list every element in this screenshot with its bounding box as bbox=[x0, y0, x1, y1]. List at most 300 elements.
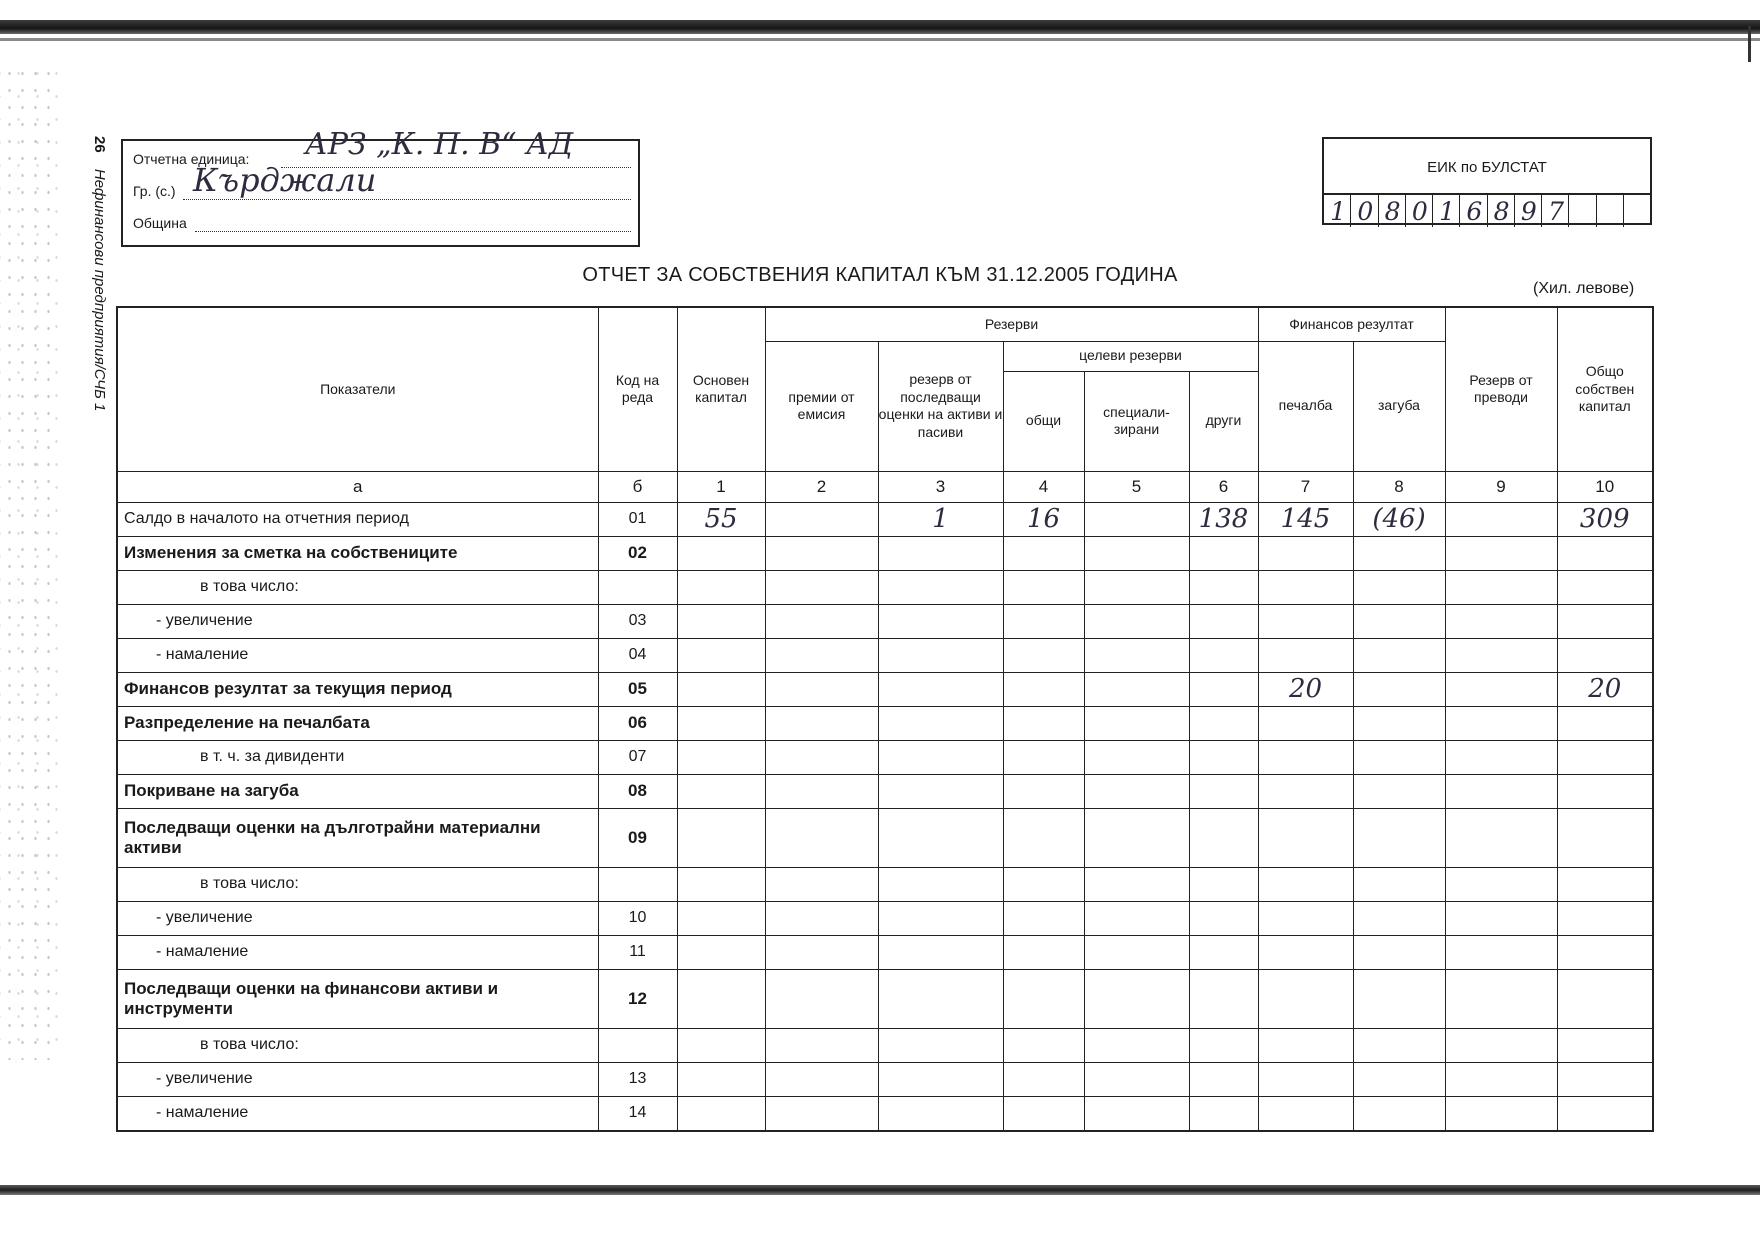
header-total-equity: Общо собствен капитал bbox=[1557, 307, 1653, 471]
value-cell bbox=[677, 1028, 765, 1062]
handwritten-value: 138 bbox=[1198, 504, 1249, 534]
equity-table bbox=[116, 306, 1654, 1132]
value-cell bbox=[1258, 638, 1353, 672]
value-cell bbox=[1557, 638, 1653, 672]
value-cell bbox=[1258, 969, 1353, 1028]
value-cell bbox=[1189, 638, 1258, 672]
value-cell bbox=[1003, 808, 1084, 867]
value-cell bbox=[878, 536, 1003, 570]
value-cell bbox=[1003, 867, 1084, 901]
value-cell bbox=[677, 774, 765, 808]
value-cell bbox=[1258, 901, 1353, 935]
value-cell bbox=[1557, 502, 1653, 536]
value-cell bbox=[1003, 969, 1084, 1028]
column-number: 8 bbox=[1353, 471, 1445, 502]
eik-cell bbox=[1433, 195, 1460, 227]
header-loss: загуба bbox=[1353, 341, 1445, 471]
value-cell bbox=[1353, 672, 1445, 706]
entity-municipality-label: Община bbox=[133, 215, 187, 231]
value-cell bbox=[1003, 604, 1084, 638]
value-cell bbox=[765, 604, 878, 638]
column-number: а bbox=[117, 471, 598, 502]
value-cell bbox=[765, 672, 878, 706]
value-cell bbox=[1353, 1028, 1445, 1062]
table-row bbox=[117, 1062, 1653, 1096]
row-label: в това число: bbox=[117, 570, 598, 604]
eik-cell bbox=[1406, 195, 1433, 227]
column-number: 9 bbox=[1445, 471, 1557, 502]
header-profit: печалба bbox=[1258, 341, 1353, 471]
value-cell bbox=[1258, 774, 1353, 808]
equity-table-wrap bbox=[116, 306, 1652, 1132]
value-cell bbox=[1258, 935, 1353, 969]
value-cell bbox=[1084, 672, 1189, 706]
entity-city-row bbox=[133, 183, 176, 199]
entity-city-dots bbox=[183, 199, 631, 200]
value-cell bbox=[1353, 570, 1445, 604]
value-cell bbox=[677, 570, 765, 604]
value-cell bbox=[878, 672, 1003, 706]
value-cell bbox=[1557, 1096, 1653, 1131]
table-row bbox=[117, 969, 1653, 1028]
row-code bbox=[598, 1028, 677, 1062]
value-cell bbox=[1445, 774, 1557, 808]
value-cell bbox=[1003, 672, 1084, 706]
row-code: 06 bbox=[598, 706, 677, 740]
value-cell bbox=[1084, 1028, 1189, 1062]
value-cell bbox=[1445, 1028, 1557, 1062]
value-cell bbox=[1258, 808, 1353, 867]
eik-digit: 7 bbox=[1548, 197, 1565, 226]
value-cell bbox=[677, 638, 765, 672]
value-cell bbox=[765, 969, 878, 1028]
value-cell bbox=[677, 808, 765, 867]
value-cell bbox=[1445, 706, 1557, 740]
value-cell bbox=[1353, 867, 1445, 901]
handwritten-value: 1 bbox=[932, 504, 949, 534]
value-cell bbox=[1189, 740, 1258, 774]
value-cell bbox=[1003, 536, 1084, 570]
row-code: 04 bbox=[598, 638, 677, 672]
value-cell bbox=[1445, 969, 1557, 1028]
value-cell bbox=[1189, 1096, 1258, 1131]
scan-edge-bottom bbox=[0, 1185, 1760, 1195]
value-cell bbox=[1353, 740, 1445, 774]
value-cell bbox=[1003, 570, 1084, 604]
value-cell bbox=[1084, 969, 1189, 1028]
column-number: 2 bbox=[765, 471, 878, 502]
eik-cell bbox=[1624, 195, 1650, 227]
value-cell bbox=[1258, 1096, 1353, 1131]
value-cell bbox=[1557, 672, 1653, 706]
value-cell bbox=[1353, 1062, 1445, 1096]
table-row bbox=[117, 604, 1653, 638]
value-cell bbox=[1557, 774, 1653, 808]
row-code bbox=[598, 570, 677, 604]
column-number: 5 bbox=[1084, 471, 1189, 502]
value-cell bbox=[1557, 536, 1653, 570]
value-cell bbox=[1353, 935, 1445, 969]
value-cell bbox=[1189, 502, 1258, 536]
value-cell bbox=[878, 570, 1003, 604]
value-cell bbox=[1353, 901, 1445, 935]
value-cell bbox=[1003, 740, 1084, 774]
table-row bbox=[117, 901, 1653, 935]
value-cell bbox=[677, 1096, 765, 1131]
form-code: Нефинансови предприятия/СЧБ 1 bbox=[91, 168, 108, 412]
value-cell bbox=[1084, 638, 1189, 672]
row-label: Салдо в началото на отчетния период bbox=[117, 502, 598, 536]
value-cell bbox=[1189, 604, 1258, 638]
report-title: ОТЧЕТ ЗА СОБСТВЕНИЯ КАПИТАЛ КЪМ 31.12.2005 ГОДИНА bbox=[582, 264, 1178, 286]
value-cell bbox=[1084, 935, 1189, 969]
row-code: 07 bbox=[598, 740, 677, 774]
value-cell bbox=[1258, 672, 1353, 706]
entity-municipality-row bbox=[133, 215, 187, 231]
value-cell bbox=[1003, 1028, 1084, 1062]
value-cell bbox=[1353, 774, 1445, 808]
value-cell bbox=[1258, 1062, 1353, 1096]
row-label: Последващи оценки на дълготрайни материални активи bbox=[117, 808, 598, 867]
row-label: в т. ч. за дивиденти bbox=[117, 740, 598, 774]
eik-cell bbox=[1542, 195, 1569, 227]
value-cell bbox=[1189, 1062, 1258, 1096]
units-note: (Хил. левове) bbox=[1533, 280, 1635, 297]
row-code: 02 bbox=[598, 536, 677, 570]
reporting-entity-box bbox=[121, 127, 640, 247]
value-cell bbox=[765, 1028, 878, 1062]
eik-digit: 1 bbox=[1439, 197, 1456, 226]
eik-cell bbox=[1460, 195, 1487, 227]
value-cell bbox=[1557, 901, 1653, 935]
eik-cell bbox=[1488, 195, 1515, 227]
value-cell bbox=[1003, 935, 1084, 969]
value-cell bbox=[677, 901, 765, 935]
handwritten-value: 16 bbox=[1026, 504, 1061, 534]
handwritten-value: 55 bbox=[704, 504, 738, 534]
value-cell bbox=[1189, 774, 1258, 808]
value-cell bbox=[1189, 570, 1258, 604]
value-cell bbox=[878, 502, 1003, 536]
column-number-row bbox=[117, 471, 1653, 502]
scan-speckle bbox=[0, 60, 60, 1060]
table-row bbox=[117, 774, 1653, 808]
value-cell bbox=[1445, 867, 1557, 901]
value-cell bbox=[677, 706, 765, 740]
value-cell bbox=[765, 867, 878, 901]
value-cell bbox=[878, 867, 1003, 901]
value-cell bbox=[1557, 1062, 1653, 1096]
table-row bbox=[117, 867, 1653, 901]
header-other: други bbox=[1189, 371, 1258, 471]
eik-cell bbox=[1597, 195, 1624, 227]
value-cell bbox=[677, 969, 765, 1028]
value-cell bbox=[1258, 1028, 1353, 1062]
row-label: - увеличение bbox=[117, 604, 598, 638]
handwritten-value: 145 bbox=[1280, 504, 1331, 534]
scan-edge-top-line bbox=[0, 38, 1760, 41]
value-cell bbox=[1445, 536, 1557, 570]
value-cell bbox=[1084, 1096, 1189, 1131]
value-cell bbox=[1445, 1096, 1557, 1131]
row-label: - намаление bbox=[117, 1096, 598, 1131]
value-cell bbox=[765, 706, 878, 740]
value-cell bbox=[1445, 672, 1557, 706]
eik-label: ЕИК по БУЛСТАТ bbox=[1427, 159, 1547, 176]
table-body bbox=[117, 502, 1653, 1131]
row-code: 13 bbox=[598, 1062, 677, 1096]
value-cell bbox=[1445, 740, 1557, 774]
value-cell bbox=[1003, 502, 1084, 536]
value-cell bbox=[677, 1062, 765, 1096]
row-label: Финансов резултат за текущия период bbox=[117, 672, 598, 706]
value-cell bbox=[1084, 604, 1189, 638]
value-cell bbox=[1189, 672, 1258, 706]
value-cell bbox=[1003, 774, 1084, 808]
value-cell bbox=[765, 570, 878, 604]
column-number: 4 bbox=[1003, 471, 1084, 502]
page-number: 26 bbox=[91, 136, 108, 153]
value-cell bbox=[1258, 740, 1353, 774]
eik-cell bbox=[1324, 195, 1351, 227]
value-cell bbox=[1189, 867, 1258, 901]
value-cell bbox=[1353, 604, 1445, 638]
value-cell bbox=[1557, 570, 1653, 604]
value-cell bbox=[765, 502, 878, 536]
row-code bbox=[598, 867, 677, 901]
column-number: 7 bbox=[1258, 471, 1353, 502]
value-cell bbox=[677, 604, 765, 638]
table-row bbox=[117, 672, 1653, 706]
eik-cell bbox=[1351, 195, 1378, 227]
value-cell bbox=[1189, 706, 1258, 740]
entity-unit-label: Отчетна единица: bbox=[133, 151, 250, 167]
value-cell bbox=[1353, 502, 1445, 536]
value-cell bbox=[1003, 901, 1084, 935]
value-cell bbox=[765, 1096, 878, 1131]
row-label: Разпределение на печалбата bbox=[117, 706, 598, 740]
value-cell bbox=[1258, 706, 1353, 740]
column-number: 6 bbox=[1189, 471, 1258, 502]
value-cell bbox=[1189, 935, 1258, 969]
value-cell bbox=[1003, 706, 1084, 740]
value-cell bbox=[1445, 1062, 1557, 1096]
row-label: - увеличение bbox=[117, 901, 598, 935]
value-cell bbox=[1189, 901, 1258, 935]
header-target-reserves: целеви резерви bbox=[1003, 341, 1258, 371]
header-general: общи bbox=[1003, 371, 1084, 471]
eik-box bbox=[1322, 137, 1652, 225]
value-cell bbox=[1557, 1028, 1653, 1062]
value-cell bbox=[1353, 808, 1445, 867]
table-row bbox=[117, 570, 1653, 604]
eik-cell bbox=[1515, 195, 1542, 227]
table-row bbox=[117, 1096, 1653, 1131]
header-code: Код на реда bbox=[598, 307, 677, 471]
value-cell bbox=[677, 935, 765, 969]
value-cell bbox=[878, 740, 1003, 774]
value-cell bbox=[1084, 536, 1189, 570]
value-cell bbox=[677, 867, 765, 901]
value-cell bbox=[765, 808, 878, 867]
value-cell bbox=[1189, 536, 1258, 570]
value-cell bbox=[1084, 570, 1189, 604]
eik-digit: 1 bbox=[1330, 197, 1347, 226]
table-row bbox=[117, 808, 1653, 867]
row-label: Изменения за сметка на собствениците bbox=[117, 536, 598, 570]
value-cell bbox=[677, 502, 765, 536]
value-cell bbox=[1084, 808, 1189, 867]
value-cell bbox=[1445, 638, 1557, 672]
value-cell bbox=[765, 935, 878, 969]
value-cell bbox=[1003, 638, 1084, 672]
value-cell bbox=[878, 1096, 1003, 1131]
value-cell bbox=[878, 1062, 1003, 1096]
header-specialized: специали-зирани bbox=[1084, 371, 1189, 471]
eik-digit: 9 bbox=[1520, 197, 1537, 226]
table-row bbox=[117, 536, 1653, 570]
value-cell bbox=[1353, 536, 1445, 570]
scan-edge-top bbox=[0, 20, 1760, 34]
value-cell bbox=[1557, 808, 1653, 867]
value-cell bbox=[1189, 1028, 1258, 1062]
column-number: 10 bbox=[1557, 471, 1653, 502]
value-cell bbox=[1445, 901, 1557, 935]
value-cell bbox=[1258, 502, 1353, 536]
row-label: Последващи оценки на финансови активи и инструменти bbox=[117, 969, 598, 1028]
table-row bbox=[117, 638, 1653, 672]
row-label: в това число: bbox=[117, 867, 598, 901]
value-cell bbox=[1445, 808, 1557, 867]
row-label: - увеличение bbox=[117, 1062, 598, 1096]
row-label: - намаление bbox=[117, 935, 598, 969]
eik-digit: 0 bbox=[1411, 197, 1428, 226]
column-number: 3 bbox=[878, 471, 1003, 502]
value-cell bbox=[677, 536, 765, 570]
table-row bbox=[117, 706, 1653, 740]
row-label: - намаление bbox=[117, 638, 598, 672]
row-code: 12 bbox=[598, 969, 677, 1028]
value-cell bbox=[677, 740, 765, 774]
value-cell bbox=[878, 969, 1003, 1028]
eik-digit: 0 bbox=[1357, 197, 1374, 226]
value-cell bbox=[878, 638, 1003, 672]
value-cell bbox=[878, 774, 1003, 808]
value-cell bbox=[1445, 604, 1557, 638]
value-cell bbox=[1557, 969, 1653, 1028]
handwritten-value: 20 bbox=[1288, 674, 1323, 704]
value-cell bbox=[1353, 969, 1445, 1028]
header-fin-result: Финансов резултат bbox=[1258, 307, 1445, 341]
value-cell bbox=[878, 1028, 1003, 1062]
eik-digit: 6 bbox=[1466, 197, 1483, 226]
value-cell bbox=[1353, 706, 1445, 740]
column-number: б bbox=[598, 471, 677, 502]
value-cell bbox=[765, 536, 878, 570]
value-cell bbox=[878, 808, 1003, 867]
value-cell bbox=[1445, 502, 1557, 536]
value-cell bbox=[1189, 808, 1258, 867]
value-cell bbox=[878, 935, 1003, 969]
value-cell bbox=[1557, 604, 1653, 638]
row-label: в това число: bbox=[117, 1028, 598, 1062]
table-row bbox=[117, 1028, 1653, 1062]
value-cell bbox=[1258, 867, 1353, 901]
value-cell bbox=[677, 672, 765, 706]
row-code: 03 bbox=[598, 604, 677, 638]
table-row bbox=[117, 740, 1653, 774]
value-cell bbox=[1353, 1096, 1445, 1131]
value-cell bbox=[878, 901, 1003, 935]
value-cell bbox=[1258, 604, 1353, 638]
value-cell bbox=[1084, 867, 1189, 901]
handwritten-value: 309 bbox=[1579, 504, 1630, 534]
value-cell bbox=[1189, 969, 1258, 1028]
row-code: 10 bbox=[598, 901, 677, 935]
eik-digit: 8 bbox=[1493, 197, 1510, 226]
value-cell bbox=[1445, 935, 1557, 969]
value-cell bbox=[1084, 774, 1189, 808]
header-revaluation: резерв от последващи оценки на активи и пасиви bbox=[878, 341, 1003, 471]
row-code: 09 bbox=[598, 808, 677, 867]
entity-city-label: Гр. (с.) bbox=[133, 183, 176, 199]
value-cell bbox=[1557, 867, 1653, 901]
entity-unit-value: АРЗ „К. П. В“ АД bbox=[305, 127, 574, 162]
handwritten-value: 20 bbox=[1588, 674, 1622, 704]
header-basic-capital: Основен капитал bbox=[677, 307, 765, 471]
header-premium: премии от емисия bbox=[765, 341, 878, 471]
row-code: 08 bbox=[598, 774, 677, 808]
value-cell bbox=[1084, 706, 1189, 740]
value-cell bbox=[1557, 935, 1653, 969]
eik-cell bbox=[1569, 195, 1596, 227]
row-code: 01 bbox=[598, 502, 677, 536]
column-number: 1 bbox=[677, 471, 765, 502]
eik-cells bbox=[1324, 193, 1650, 227]
eik-cell bbox=[1379, 195, 1406, 227]
value-cell bbox=[1084, 740, 1189, 774]
value-cell bbox=[878, 706, 1003, 740]
value-cell bbox=[1258, 570, 1353, 604]
value-cell bbox=[878, 604, 1003, 638]
value-cell bbox=[1258, 536, 1353, 570]
value-cell bbox=[1557, 740, 1653, 774]
value-cell bbox=[1084, 502, 1189, 536]
handwritten-value: (46) bbox=[1372, 504, 1426, 534]
header-reserves: Резерви bbox=[765, 307, 1258, 341]
row-code: 05 bbox=[598, 672, 677, 706]
table-row bbox=[117, 935, 1653, 969]
row-code: 11 bbox=[598, 935, 677, 969]
value-cell bbox=[765, 1062, 878, 1096]
table-row bbox=[117, 502, 1653, 536]
value-cell bbox=[765, 638, 878, 672]
entity-municipality-dots bbox=[195, 231, 631, 232]
value-cell bbox=[1003, 1096, 1084, 1131]
row-code: 14 bbox=[598, 1096, 677, 1131]
value-cell bbox=[1084, 901, 1189, 935]
header-indicators: Показатели bbox=[117, 307, 598, 471]
value-cell bbox=[1557, 706, 1653, 740]
value-cell bbox=[1445, 570, 1557, 604]
scan-edge-right bbox=[1748, 26, 1751, 62]
row-label: Покриване на загуба bbox=[117, 774, 598, 808]
entity-city-value: Кърджали bbox=[193, 161, 377, 199]
value-cell bbox=[765, 740, 878, 774]
value-cell bbox=[1353, 638, 1445, 672]
header-transfer-reserve: Резерв от преводи bbox=[1445, 307, 1557, 471]
value-cell bbox=[1003, 1062, 1084, 1096]
